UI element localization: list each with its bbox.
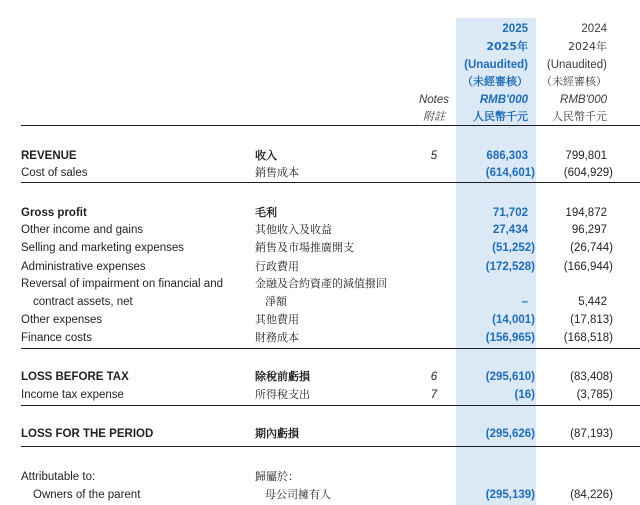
other-income-2024: 96,297	[571, 224, 607, 236]
gross-profit-2024: 194,872	[565, 207, 607, 219]
owners-parent-label-cn: 母公司擁有人	[265, 488, 331, 501]
loss-for-period-2024: (87,193)	[570, 428, 613, 440]
reversal-impairment-label-cn: 金融及合約資產的減值撥回	[255, 277, 387, 290]
rule-after-loss-for-period	[21, 446, 640, 447]
header-rule	[21, 125, 640, 126]
reversal-impairment-label-cn-line2: 淨額	[265, 295, 287, 308]
reversal-impairment-2025: –	[521, 296, 528, 308]
header-2025-unit-cn: 人民幣千元	[473, 110, 528, 123]
owners-parent-2025: (295,139)	[485, 489, 535, 501]
income-tax-2024: (3,785)	[576, 389, 613, 401]
finance-costs-2024: (168,518)	[563, 332, 613, 344]
header-2024-unit-cn: 人民幣千元	[552, 110, 607, 123]
reversal-impairment-label-line2: contract assets, net	[33, 296, 133, 308]
rule-after-cost-of-sales	[21, 182, 640, 183]
selling-marketing-2024: (26,744)	[570, 242, 613, 254]
owners-parent-label: Owners of the parent	[33, 489, 141, 501]
gross-profit-2025: 71,702	[492, 207, 528, 219]
loss-before-tax-2025: (295,610)	[485, 371, 535, 383]
header-2025-status: (Unaudited)	[464, 59, 528, 71]
cost-of-sales-2024: (604,929)	[563, 167, 613, 179]
header-2024-unit: RMB'000	[560, 94, 607, 106]
administrative-label: Administrative expenses	[21, 261, 146, 273]
loss-for-period-label: LOSS FOR THE PERIOD	[21, 428, 154, 440]
header-notes: Notes	[418, 94, 450, 106]
administrative-2024: (166,944)	[563, 261, 613, 273]
loss-before-tax-label-cn: 除稅前虧損	[255, 370, 310, 383]
other-income-label: Other income and gains	[21, 224, 144, 236]
loss-for-period-label-cn: 期內虧損	[255, 427, 299, 440]
header-2025-year: 2025	[502, 23, 528, 35]
loss-before-tax-note: 6	[430, 371, 438, 383]
header-2024-status-cn: （未經審核）	[541, 75, 607, 88]
attributable-label-cn: 歸屬於：	[255, 470, 299, 483]
income-tax-label-cn: 所得稅支出	[255, 388, 310, 401]
reversal-impairment-label: Reversal of impairment on financial and	[21, 278, 223, 290]
revenue-label: REVENUE	[21, 150, 77, 162]
header-2024-year-cn: 2024年	[568, 40, 607, 53]
selling-marketing-label: Selling and marketing expenses	[21, 242, 185, 254]
cost-of-sales-2025: (614,601)	[485, 167, 535, 179]
header-2024-status: (Unaudited)	[546, 59, 607, 71]
owners-parent-2024: (84,226)	[570, 489, 613, 501]
header-2024-year: 2024	[581, 23, 607, 35]
rule-after-income-tax	[21, 405, 640, 406]
rule-after-finance-costs	[21, 348, 640, 349]
income-tax-2025: (16)	[514, 389, 535, 401]
administrative-label-cn: 行政費用	[255, 260, 299, 273]
gross-profit-label-cn: 毛利	[255, 206, 277, 219]
gross-profit-label: Gross profit	[21, 207, 87, 219]
other-income-2025: 27,434	[492, 224, 528, 236]
reversal-impairment-2024: 5,442	[578, 296, 607, 308]
loss-before-tax-2024: (83,408)	[570, 371, 613, 383]
header-2025-unit: RMB'000	[479, 94, 528, 106]
finance-costs-2025: (156,965)	[485, 332, 535, 344]
other-income-label-cn: 其他收入及收益	[255, 223, 332, 236]
header-2025-year-cn: 2025年	[486, 40, 528, 53]
cost-of-sales-label: Cost of sales	[21, 167, 88, 179]
header-2025-status-cn: （未經審核）	[462, 75, 528, 88]
loss-before-tax-label: LOSS BEFORE TAX	[21, 371, 129, 383]
cost-of-sales-label-cn: 銷售成本	[255, 166, 299, 179]
other-expenses-label: Other expenses	[21, 314, 103, 326]
revenue-2024: 799,801	[565, 150, 607, 162]
selling-marketing-label-cn: 銷售及市場推廣開支	[255, 241, 354, 254]
revenue-note: 5	[430, 150, 438, 162]
income-tax-label: Income tax expense	[21, 389, 124, 401]
selling-marketing-2025: (51,252)	[492, 242, 535, 254]
revenue-2025: 686,303	[486, 150, 528, 162]
income-tax-note: 7	[430, 389, 438, 401]
loss-for-period-2025: (295,626)	[485, 428, 535, 440]
finance-costs-label-cn: 財務成本	[255, 331, 299, 344]
finance-costs-label: Finance costs	[21, 332, 92, 344]
other-expenses-2024: (17,813)	[570, 314, 613, 326]
revenue-label-cn: 收入	[255, 149, 277, 162]
other-expenses-label-cn: 其他費用	[255, 313, 299, 326]
header-notes-cn: 附註	[423, 110, 445, 123]
administrative-2025: (172,528)	[485, 261, 535, 273]
other-expenses-2025: (14,001)	[492, 314, 535, 326]
attributable-label: Attributable to:	[21, 471, 96, 483]
